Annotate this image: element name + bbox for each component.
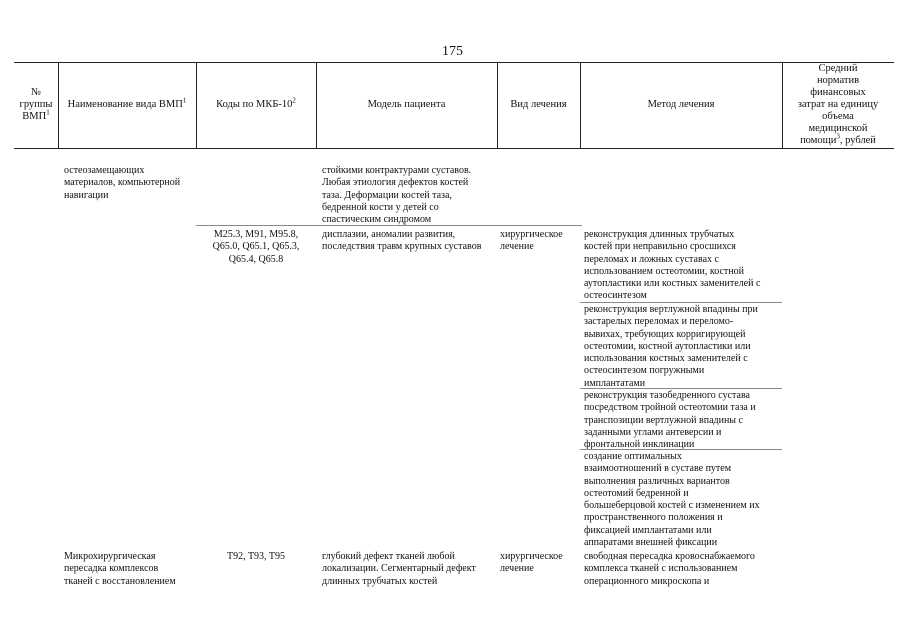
- header-cost-norm: Средний норматив финансовых затрат на единицу объема медицинской помощи$^3$, рублей: [797, 63, 879, 146]
- header-patient-model: Модель пациента: [367, 99, 446, 110]
- patient-model: глубокий дефект тканей любой локализации. Сегментарный дефект длинных трубчатых костей: [322, 551, 476, 587]
- footnote-ref: 3: [836, 132, 840, 141]
- patient-model: дисплазии, аномалии развития, последствия травм крупных суставов: [322, 229, 482, 253]
- footnote-ref: 1: [46, 108, 50, 117]
- header-bottom-border: [14, 148, 894, 149]
- treatment-type: хирургическое лечение: [500, 551, 563, 575]
- header-treatment-type: Вид лечения: [510, 99, 567, 110]
- row-separator: [196, 225, 582, 226]
- method-separator: [580, 449, 782, 450]
- method-separator: [580, 302, 782, 303]
- icd-codes: T92, T93, T95: [227, 551, 285, 562]
- continued-vmp-name: остеозамещающих материалов, компьютерной навигации: [64, 165, 181, 201]
- header-vmp-name: Наименование вида ВМП$^1$: [67, 96, 187, 110]
- page-number: 175: [442, 44, 463, 59]
- treatment-type: хирургическое лечение: [500, 229, 563, 253]
- treatment-method: создание оптимальных взаимоотношений в суставе путем выполнения различных вариантов остеотомий бедренной и большеберцовой костей с изменением их пространственного положения и фиксацией имплантатами или аппаратами внешней фиксации: [584, 451, 760, 549]
- treatment-method: реконструкция длинных трубчатых костей при неправильно сросшихся переломах и ложных суставах с использованием остеотомии, костной аутопластики или костных заменителей с остеосинтезом: [584, 229, 761, 302]
- continued-patient-model: стойкими контрактурами суставов. Любая этиология дефектов костей таза. Деформации костей таза, бедренной кости у детей со спастическим синдромом: [322, 165, 472, 226]
- treatment-method: реконструкция тазобедренного сустава посредством тройной остеотомии таза и транспозиции вертлужной впадины с заданными углами антеверсии и фронтальной инклинации: [584, 390, 756, 451]
- vmp-name: Микрохирургическая пересадка комплексов тканей с восстановлением: [64, 551, 176, 587]
- header-num-line: №: [30, 87, 42, 98]
- header-num-line: группы: [19, 99, 53, 110]
- icd-codes: M25.3, M91, M95.8, Q65.0, Q65.1, Q65.3, Q65.4, Q65.8: [212, 229, 300, 265]
- header-num-line: ВМП$^1$: [22, 108, 50, 122]
- method-separator: [580, 388, 782, 389]
- treatment-method: свободная пересадка кровоснабжаемого комплекса тканей с использованием операционного микроскопа и: [584, 551, 755, 587]
- header-treatment-method: Метод лечения: [647, 99, 715, 110]
- header-icd-codes: Коды по МКБ-$10^2$: [216, 96, 296, 110]
- treatment-method: реконструкция вертлужной впадины при застарелых переломах и переломо- вывихах, требующих корригирующей остеотомии, костной аутопластики или использования костных заменителей с остеосинтезом погружными имплантатами: [584, 304, 758, 389]
- footnote-ref: 1: [182, 96, 187, 105]
- header-group-number: [14, 62, 58, 148]
- footnote-ref: 2: [292, 96, 296, 105]
